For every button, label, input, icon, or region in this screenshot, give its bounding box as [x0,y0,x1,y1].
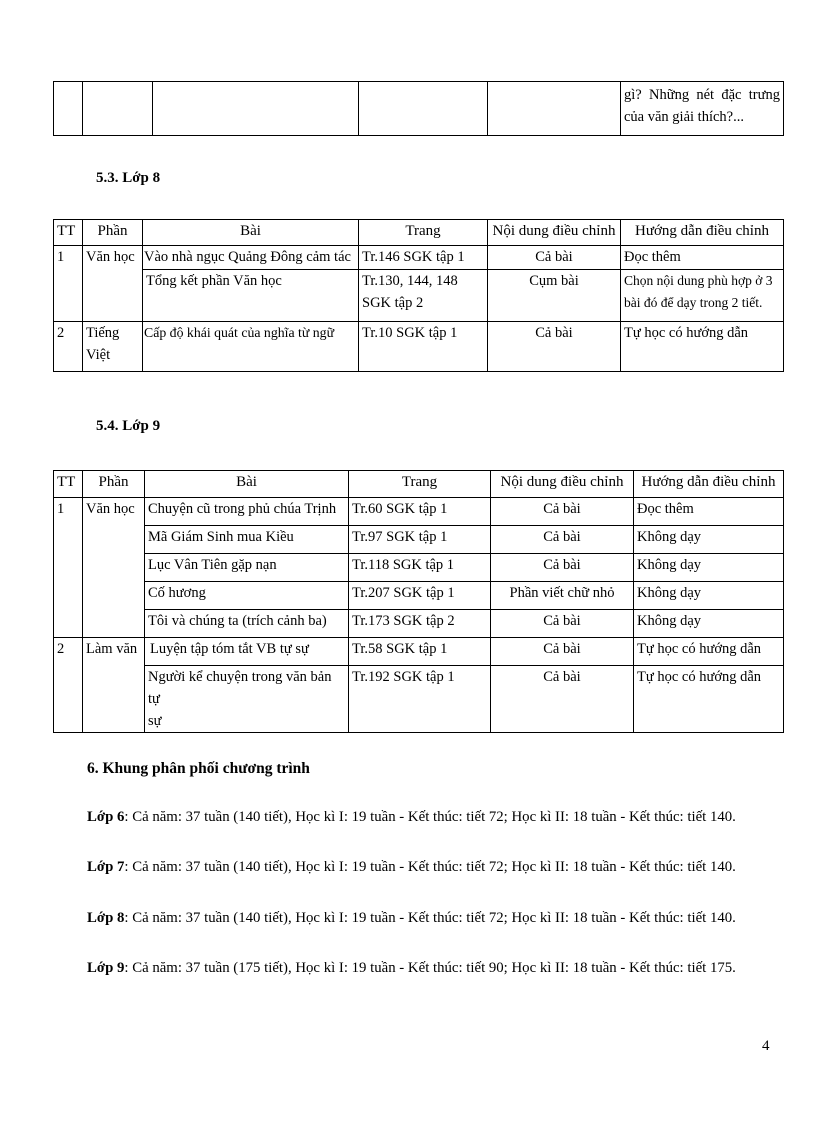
table-row: Lục Vân Tiên gặp nạn Tr.118 SGK tập 1 Cả bài Không dạy [54,554,784,582]
table-row: 1 Văn học Chuyện cũ trong phủ chúa Trịnh Tr.60 SGK tập 1 Cả bài Đọc thêm [54,498,784,526]
program-line-lop-7: Lớp 7: Cả năm: 37 tuần (140 tiết), Học kì I: 19 tuần - Kết thúc: tiết 72; Học kì II: 18 tuần - Kết thúc: tiết 140. [87,859,736,875]
section-heading-5-4: 5.4. Lớp 9 [96,418,161,434]
table-row: Cố hương Tr.207 SGK tập 1 Phần viết chữ nhỏ Không dạy [54,582,784,610]
table-lop-8 [53,219,784,372]
table-lop-9 [53,470,784,733]
header-huong-dan: Hướng dẫn điều chỉnh [621,220,784,246]
header-noi-dung: Nội dung điều chỉnh [491,471,634,498]
program-line-lop-6: Lớp 6: Cả năm: 37 tuần (140 tiết), Học kì I: 19 tuần - Kết thúc: tiết 72; Học kì II: 18 tuần - Kết thúc: tiết 140. [87,809,736,825]
section-heading-5-3: 5.3. Lớp 8 [96,170,161,186]
header-tt: TT [54,220,83,246]
table-row: Người kể chuyện trong văn bản tự sự Tr.192 SGK tập 1 Cả bài Tự học có hướng dẫn [54,666,784,733]
table-row: 2 Làm văn Luyện tập tóm tắt VB tự sự Tr.58 SGK tập 1 Cả bài Tự học có hướng dẫn [54,638,784,666]
table-row: 2 Tiếng Việt Cấp độ khái quát của nghĩa từ ngữ Tr.10 SGK tập 1 Cả bài Tự học có hướng dẫn [54,322,784,372]
table-row: Tổng kết phần Văn học Tr.130, 144, 148 SGK tập 2 Cụm bài Chọn nội dung phù hợp ở 3 bài đó để dạy trong 2 tiết. [54,270,784,322]
program-line-lop-9: Lớp 9: Cả năm: 37 tuần (175 tiết), Học kì I: 19 tuần - Kết thúc: tiết 90; Học kì II: 18 tuần - Kết thúc: tiết 175. [87,960,736,976]
table-row: 1 Văn học Vào nhà ngục Quảng Đông cảm tác Tr.146 SGK tập 1 Cả bài Đọc thêm [54,246,784,270]
header-tt: TT [54,471,83,498]
table-header-row [54,220,784,246]
page-number: 4 [762,1038,770,1054]
header-bai: Bài [145,471,349,498]
table-header-row [54,471,784,498]
header-noi-dung: Nội dung điều chỉnh [488,220,621,246]
header-trang: Trang [349,471,491,498]
program-line-lop-8: Lớp 8: Cả năm: 37 tuần (140 tiết), Học kì I: 19 tuần - Kết thúc: tiết 72; Học kì II: 18 tuần - Kết thúc: tiết 140. [87,910,736,926]
header-bai: Bài [143,220,359,246]
table-cell: gì? Những nét đặc trưng của văn giải thích?... [621,82,784,136]
header-huong-dan: Hướng dẫn điều chỉnh [634,471,784,498]
continuation-table [53,81,784,136]
header-phan: Phần [83,471,145,498]
table-row: Tôi và chúng ta (trích cảnh ba) Tr.173 SGK tập 2 Cả bài Không dạy [54,610,784,638]
section-heading-6: 6. Khung phân phối chương trình [87,760,310,777]
header-trang: Trang [359,220,488,246]
table-row [54,82,784,136]
table-row: Mã Giám Sinh mua Kiều Tr.97 SGK tập 1 Cả bài Không dạy [54,526,784,554]
header-phan: Phần [83,220,143,246]
